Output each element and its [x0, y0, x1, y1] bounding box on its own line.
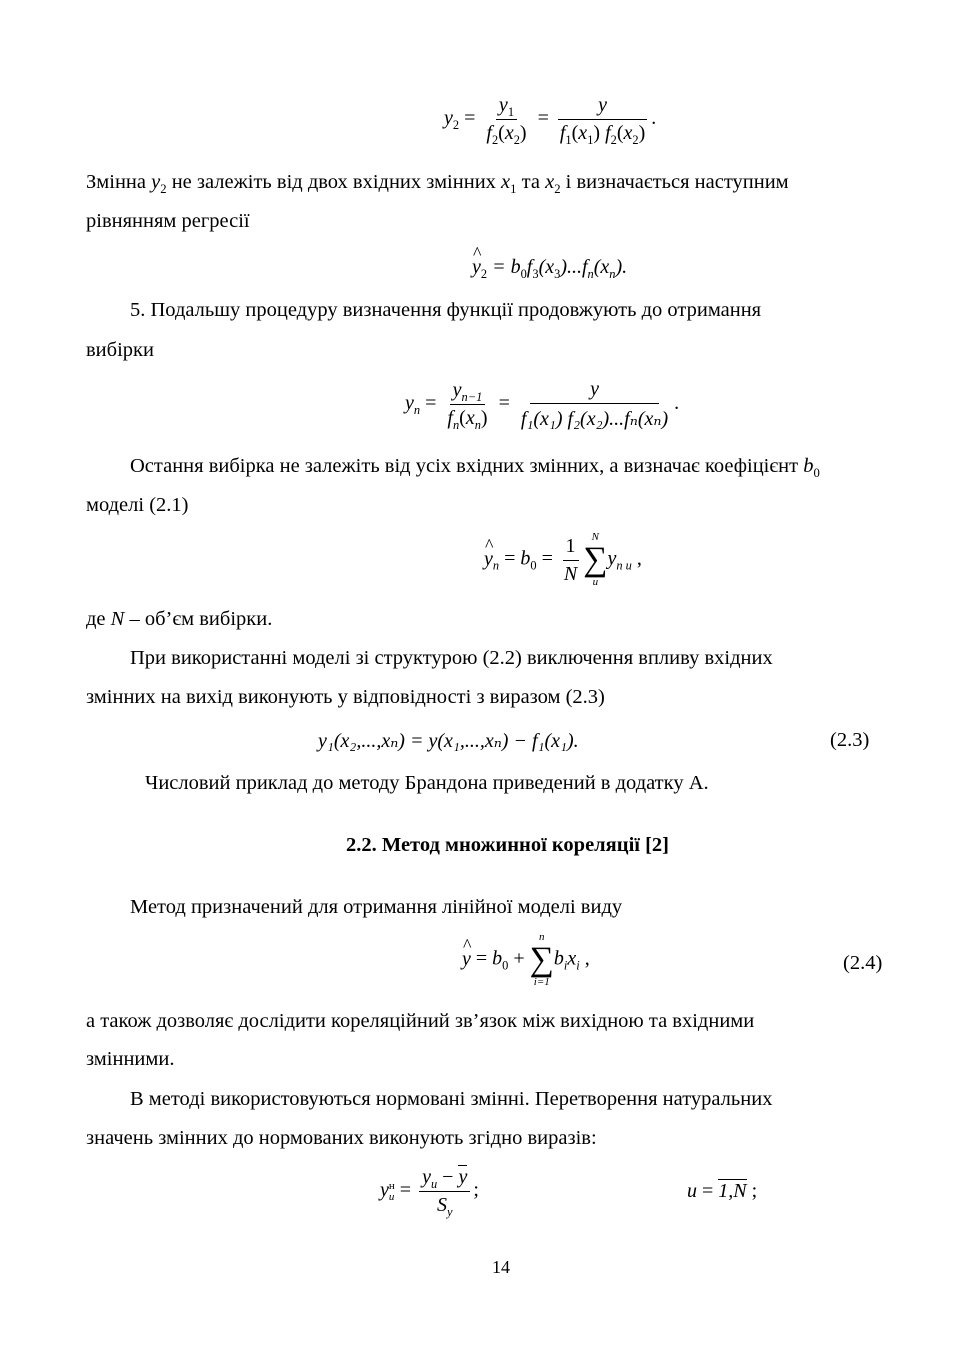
paragraph-regression-line: рівнянням регресії — [86, 210, 250, 232]
paragraph-sample-line: вибірки — [86, 339, 154, 361]
equation-yn-hat: ^ $y_n = b_0$ = $\frac{1}{N}$ N ∑ u $y_{n u}$ , — [484, 532, 642, 588]
equation-index-range: u = 1,N ; — [687, 1180, 758, 1202]
page-number: 14 — [492, 1257, 510, 1277]
paragraph-method-purpose: Метод призначений для отримання лінійної моделі виду — [130, 896, 623, 918]
paragraph-step-5: 5. Подальшу процедуру визначення функції продовжують до отримання — [130, 299, 762, 321]
paragraph-normalized: В методі використовуються нормовані змінні. Перетворення натуральних — [130, 1088, 773, 1110]
paragraph-model-ref: моделі (2.1) — [86, 494, 189, 516]
equation-number-2-4: (2.4) — [843, 952, 883, 974]
section-heading: 2.2. Метод множинної кореляції [2] — [346, 834, 670, 856]
equation-2-4: ^ $y = b_0$ + n ∑ i=1 $b_ix_i$ , — [462, 932, 590, 988]
paragraph-numerical-example: Числовий приклад до методу Брандона приведений в додатку А. — [145, 772, 709, 794]
paragraph-variable-y2: Змінна $y_2$ не залежіть від двох вхідних змінних $x_1$ та $x_2$ і визначається наступним — [86, 171, 789, 197]
paragraph-expression-ref: змінних на вихід виконують у відповідності з виразом (2.3) — [86, 686, 605, 708]
paragraph-structure-model: При використанні моделі зі структурою (2.2) виключення впливу вхідних — [130, 647, 773, 669]
equation-y2-hat: ^ $y_2 = b_0f_3(x_3)...f_n(x_n)$. — [472, 256, 627, 279]
paragraph-correlation: а також дозволяє дослідити кореляційний зв’язок між вихідною та вхідними — [86, 1010, 755, 1032]
equation-number-2-3: (2.3) — [830, 729, 870, 751]
paragraph-sample-size: де N – об’єм вибірки. — [86, 608, 273, 630]
equation-yn: $y_n$ = $\frac{y_{n-1}}{f_n(x_n)}$ = $\frac{y}{\text{f₁(x₁) f₂(x₂)...fₙ(xₙ)}}$ . — [405, 378, 680, 432]
equation-normalization: y н u = $\frac{y_u - y}{S_y}$ ; — [380, 1166, 479, 1219]
paragraph-variables-line: змінними. — [86, 1048, 175, 1070]
paragraph-last-sample: Остання вибірка не залежіть від усіх вхідних змінних, а визначає коефіцієнт $b_0$ — [130, 455, 820, 481]
paragraph-conversion: значень змінних до нормованих виконують згідно виразів: — [86, 1127, 597, 1149]
equation-y2: $y_2$ = $\frac{y_1}{f_2(x_2)}$ = $\frac{y}{f_1(x_1) f_2(x_2)}$ . — [444, 94, 657, 147]
equation-2-3: y₁(x₂,...,xₙ) = y(x₁,...,xₙ) − f₁(x₁). — [318, 730, 579, 752]
